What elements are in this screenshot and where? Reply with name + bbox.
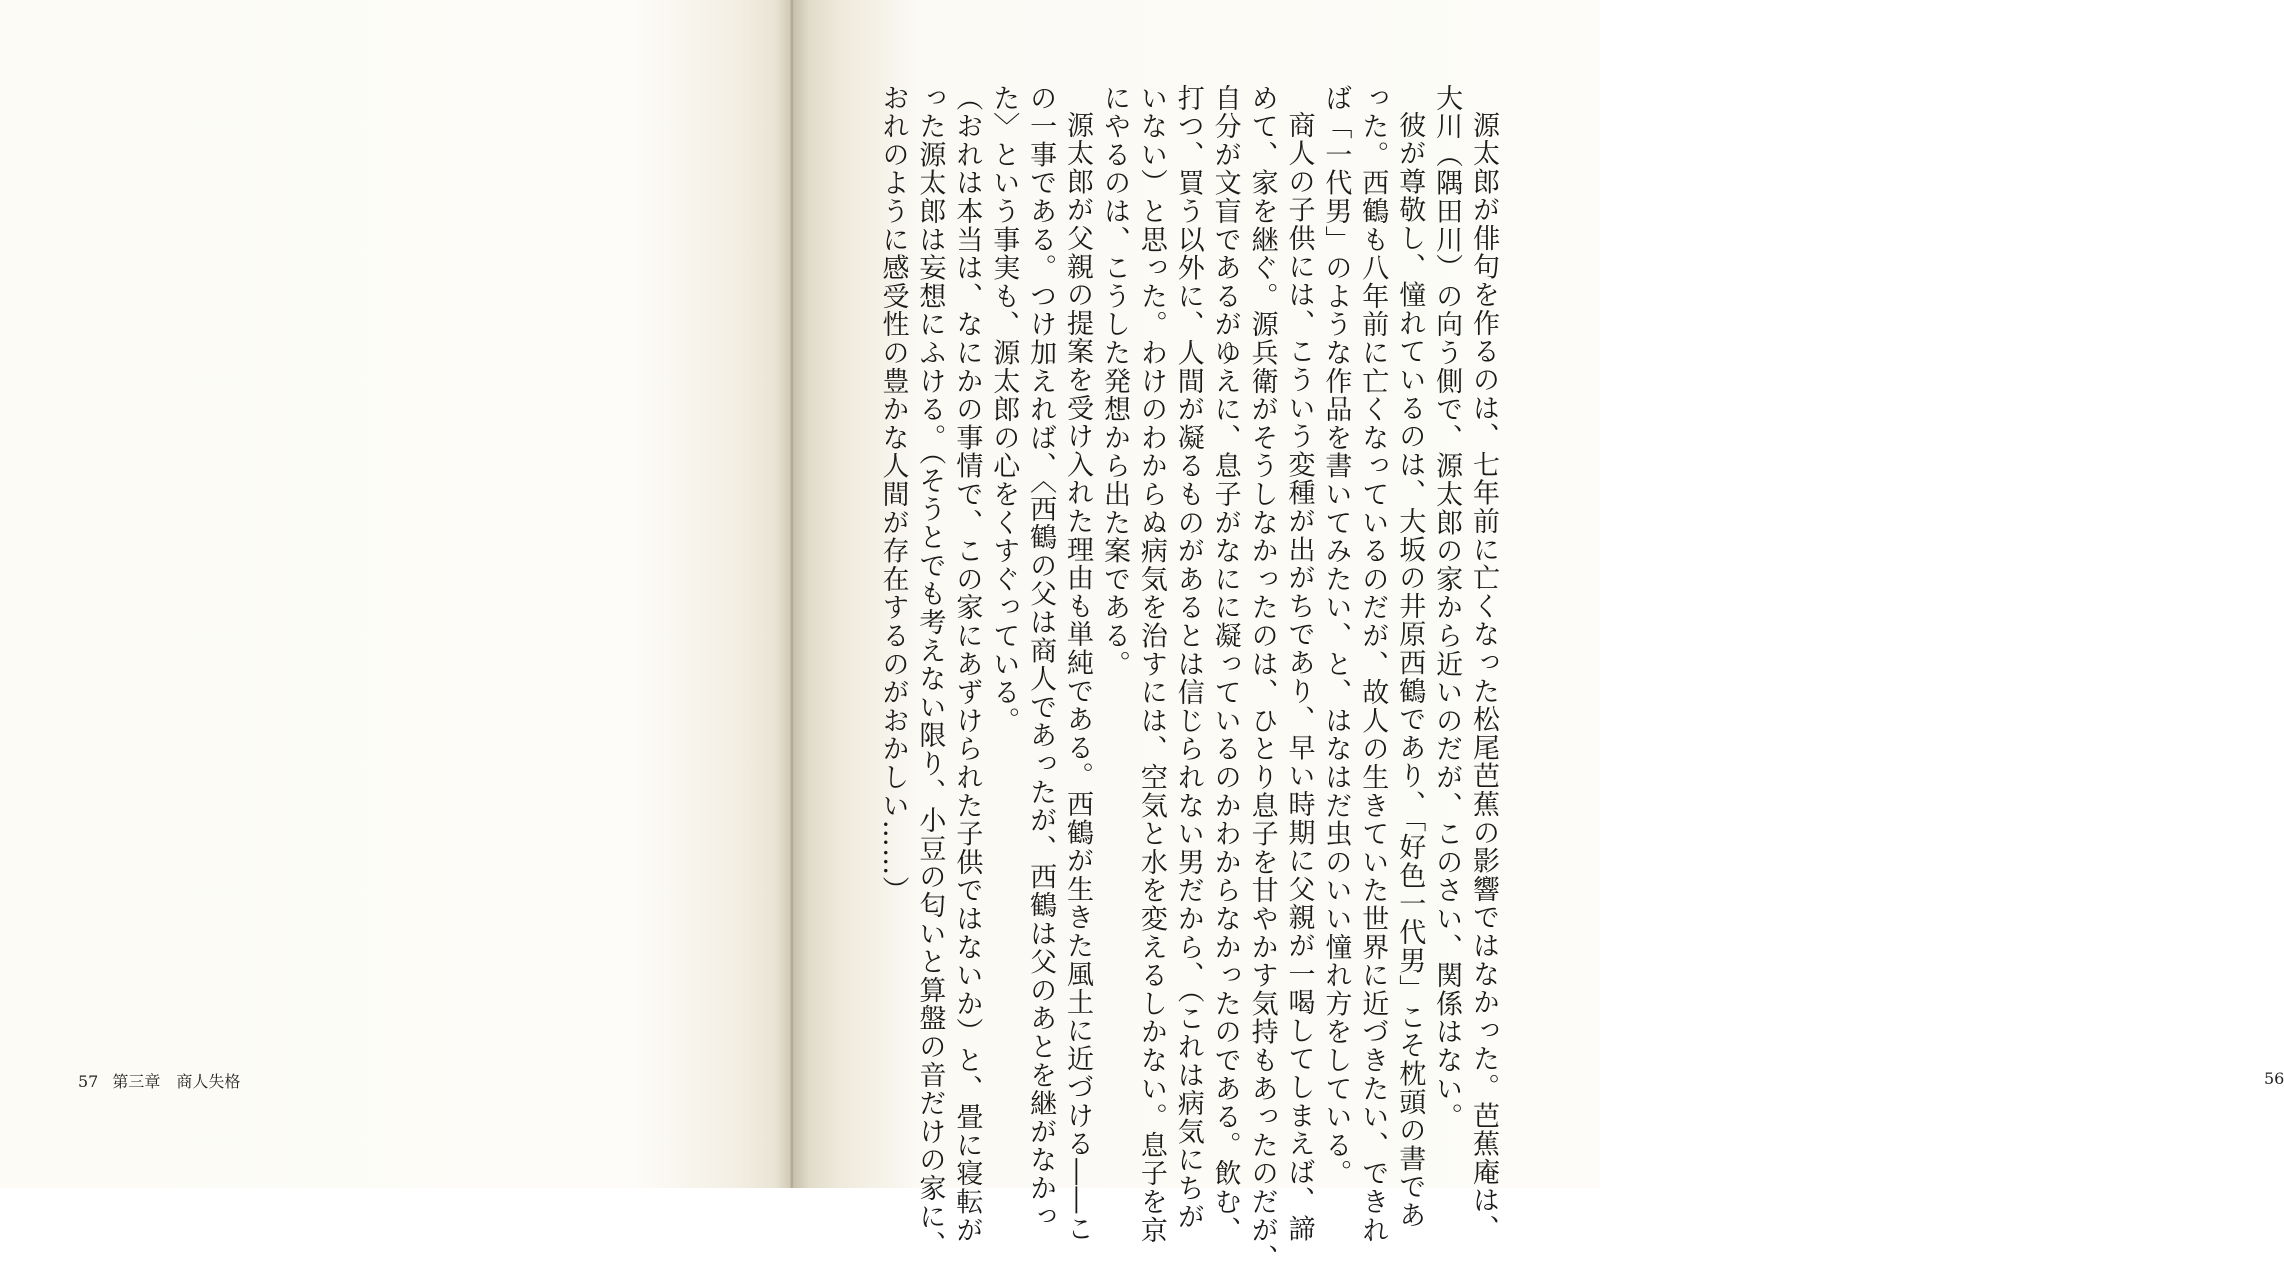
- left-page: [0, 0, 790, 1188]
- text-line: た〉という事実も、源太郎の心をくすぐっている。: [988, 84, 1020, 735]
- text-line: にやるのは、こうした発想から出た案である。: [1098, 84, 1130, 679]
- text-line: った。西鶴も八年前に亡くなっているのだが、故人の生きていた世界に近づきたい、できれ: [1357, 84, 1389, 1245]
- text-line: 源太郎が父親の提案を受け入れた理由も単純である。西鶴が生きた風土に近づける――こ: [1062, 111, 1094, 1243]
- left-page-footer: [78, 1069, 240, 1092]
- right-page-number: 56: [2264, 1069, 2284, 1088]
- right-page-text: [821, 84, 1501, 1273]
- left-page-number: 57: [78, 1072, 99, 1091]
- text-line: の一事である。つけ加えれば、〈西鶴の父は商人であったが、西鶴は父のあとを継がなかっ: [1025, 84, 1057, 1231]
- text-line: おれのように感受性の豊かな人間が存在するのがおかしい……）: [877, 84, 909, 905]
- text-line: 彼が尊敬し、憧れているのは、大坂の井原西鶴であり、「好色一代男」こそ枕頭の書であ: [1394, 111, 1426, 1230]
- chapter-title: 商人失格: [176, 1072, 241, 1091]
- text-line: 大川（隅田川）の向う側で、源太郎の家から近いのだが、このさい、関係はない。: [1431, 84, 1463, 1132]
- book-gutter: [775, 0, 809, 1188]
- right-page: [790, 0, 2284, 1273]
- chapter-label: 第三章: [112, 1072, 161, 1091]
- text-line: ば「一代男」のような作品を書いてみたい、と、はなはだ虫のいい憧れ方をしている。: [1320, 84, 1352, 1188]
- text-line: いない）と思った。わけのわからぬ病気を治すには、空気と水を変えるしかない。息子を京: [1135, 84, 1167, 1245]
- text-line: （おれは本当は、なにかの事情で、この家にあずけられた子供ではないか）と、畳に寝転が: [951, 84, 983, 1245]
- text-line: 源太郎が俳句を作るのは、七年前に亡くなった松尾芭蕉の影響ではなかった。芭蕉庵は、: [1468, 111, 1499, 1243]
- text-line: めて、家を継ぐ。源兵衛がそうしなかったのは、ひとり息子を甘やかす気持もあったのだが、: [1246, 84, 1278, 1273]
- text-line: 商人の子供には、こういう変種が出がちであり、早い時期に父親が一喝してしまえば、諦: [1283, 111, 1315, 1243]
- text-line: 打つ、買う以外に、人間が凝るものがあるとは信じられない男だから、（これは病気にちが: [1172, 84, 1204, 1231]
- text-line: った源太郎は妄想にふける。（そうとでも考えない限り、小豆の匂いと算盤の音だけの家に、: [914, 84, 946, 1260]
- text-line: 自分が文盲であるがゆえに、息子がなにに凝っているのかわからなかったのである。飲む、: [1209, 84, 1241, 1245]
